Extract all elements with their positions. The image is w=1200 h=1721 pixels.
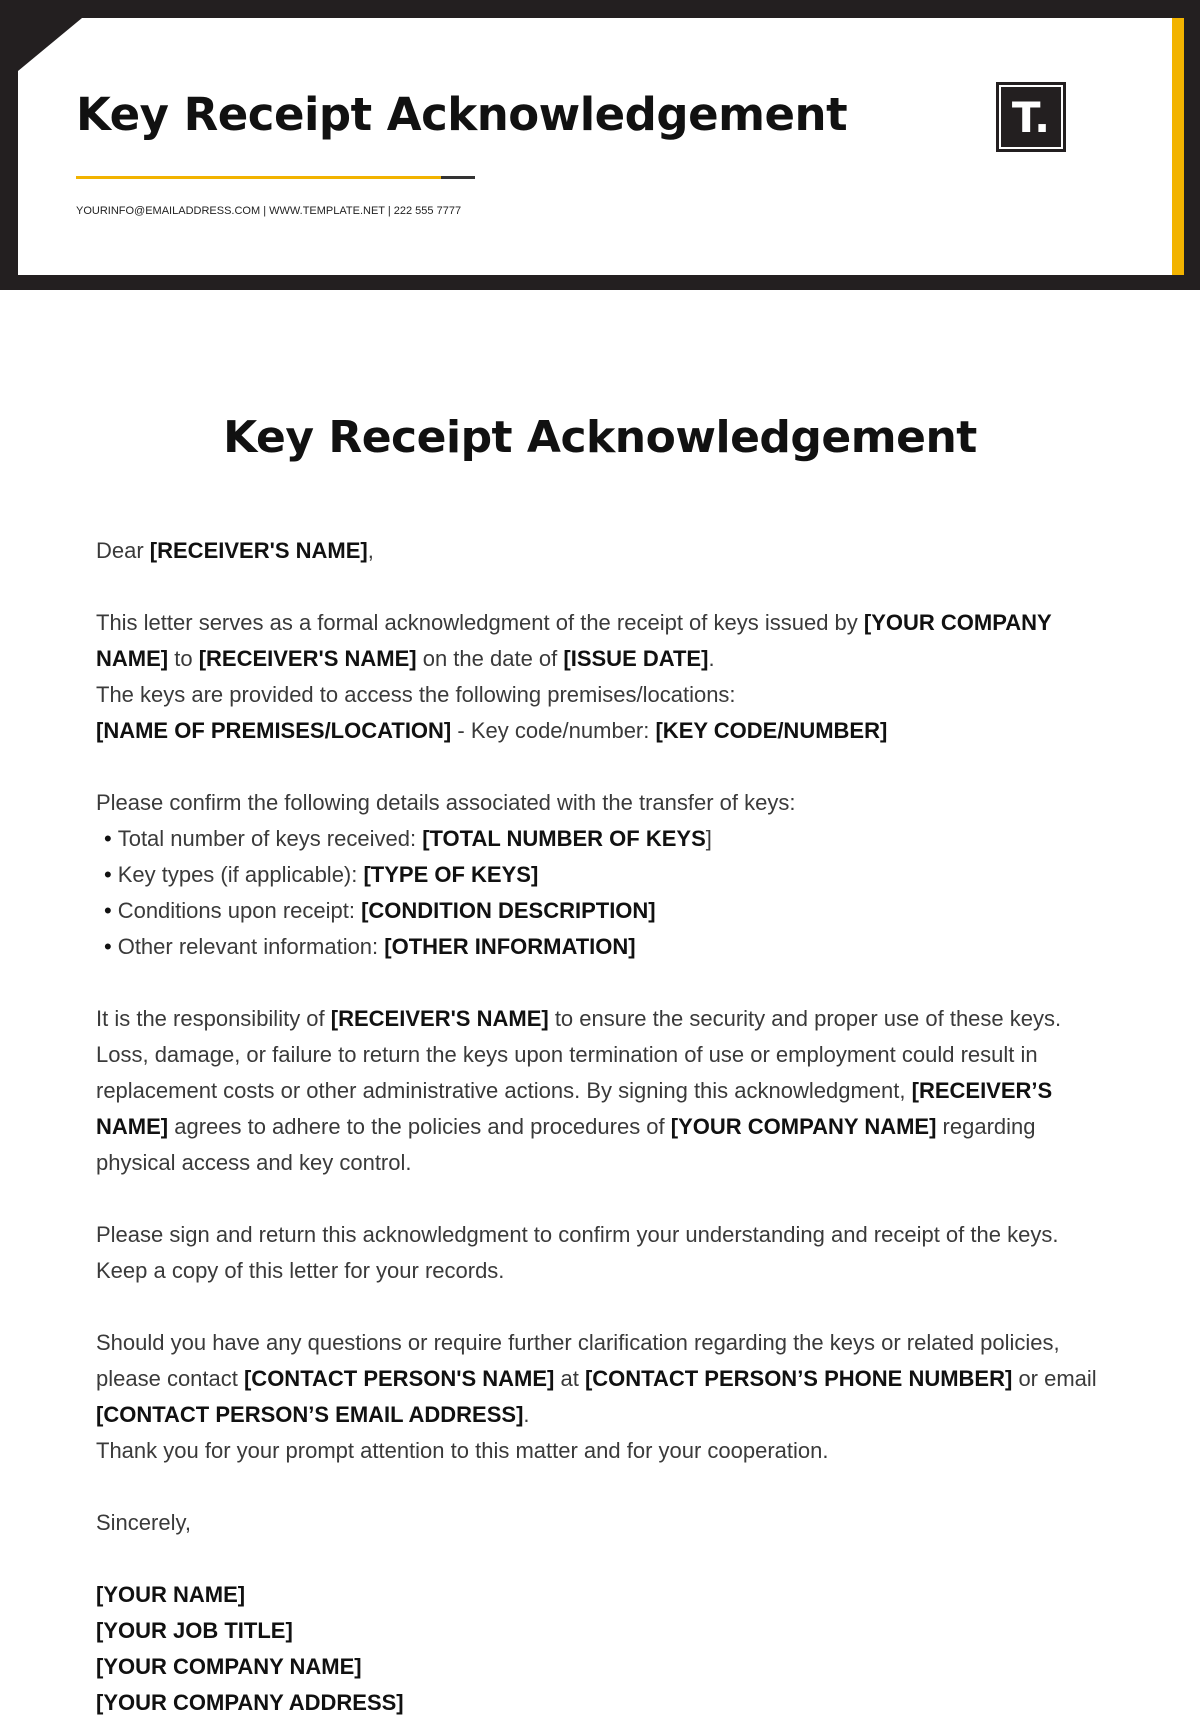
brand-logo-icon: T. <box>996 82 1066 152</box>
text-span: It is the responsibility of <box>96 1006 331 1031</box>
letter-body <box>96 533 1106 1721</box>
details-intro: Please confirm the following details associated with the transfer of keys: <box>96 790 796 815</box>
header-title: Key Receipt Acknowledgement <box>76 88 848 141</box>
paragraph-intro <box>96 605 1106 749</box>
signature-address: [YOUR COMPANY ADDRESS] <box>96 1690 404 1715</box>
text-span: to ensure the security and proper use of these keys. Loss, damage, or failure to return the keys upon termination of use or employment could result in replacement costs or other administrative actions. By signing this acknowledgment, <box>96 1006 1062 1103</box>
text-span: . <box>708 646 715 671</box>
contact-name-placeholder: [CONTACT PERSON'S NAME] <box>243 1366 555 1391</box>
receiver-name-placeholder: [RECEIVER'S NAME] <box>330 1006 549 1031</box>
details-list <box>96 821 1106 965</box>
signature-block <box>96 1577 1106 1721</box>
receiver-name-placeholder: [RECEIVER'S NAME] <box>149 538 368 563</box>
header-rule-accent <box>76 176 441 179</box>
receiver-name-placeholder: [RECEIVER’S NAME] <box>96 1078 1053 1139</box>
text-span: Should you have any questions or require further clarification regarding the keys or related policies, please contact <box>96 1330 1060 1391</box>
closing: Sincerely, <box>96 1510 191 1535</box>
receiver-name-placeholder: [RECEIVER'S NAME] <box>198 646 417 671</box>
document-title: Key Receipt Acknowledgement <box>223 412 977 463</box>
signature-name: [YOUR NAME] <box>96 1582 246 1607</box>
premises-intro-text: The keys are provided to access the following premises/locations: <box>96 682 736 707</box>
item-label: Key types (if applicable): <box>117 862 364 887</box>
text-span: . <box>523 1402 530 1427</box>
paragraph-contact <box>96 1325 1106 1469</box>
intro-text <box>96 605 1106 677</box>
text-span: regarding physical access and key control. <box>96 1114 1036 1175</box>
key-code-placeholder: [KEY CODE/NUMBER] <box>655 718 888 743</box>
greeting-suffix: , <box>367 538 374 563</box>
paragraph-return: Please sign and return this acknowledgment to confirm your understanding and receipt of the keys. Keep a copy of this letter for your records. <box>96 1222 1059 1283</box>
premises-placeholder: [NAME OF PREMISES/LOCATION] <box>96 718 452 743</box>
text-span: This letter serves as a formal acknowledgment of the receipt of keys issued by <box>96 610 864 635</box>
item-label: Other relevant information: <box>117 934 385 959</box>
item-value: [TOTAL NUMBER OF KEYS <box>422 826 706 851</box>
text-span: at <box>554 1366 585 1391</box>
item-value: [TYPE OF KEYS] <box>363 862 539 887</box>
text-span: or email <box>1012 1366 1097 1391</box>
item-label: Conditions upon receipt: <box>117 898 362 923</box>
accent-bar <box>1172 18 1184 275</box>
company-name-placeholder: [YOUR COMPANY NAME] <box>670 1114 937 1139</box>
thanks-line: Thank you for your prompt attention to this matter and for your cooperation. <box>96 1438 829 1463</box>
item-tail: ] <box>705 826 712 851</box>
item-value: [CONDITION DESCRIPTION] <box>361 898 656 923</box>
list-item <box>104 821 1106 857</box>
text-span: to <box>168 646 199 671</box>
header-band <box>0 0 1200 290</box>
contact-phone-placeholder: [CONTACT PERSON’S PHONE NUMBER] <box>584 1366 1013 1391</box>
contact-email-placeholder: [CONTACT PERSON’S EMAIL ADDRESS] <box>96 1402 524 1427</box>
paragraph-responsibility <box>96 1001 1106 1181</box>
text-span: - Key code/number: <box>451 718 656 743</box>
greeting-prefix: Dear <box>96 538 150 563</box>
premises-line <box>96 713 1106 749</box>
list-item <box>104 929 1106 965</box>
header-contact-info: YOURINFO@EMAILADDRESS.COM | WWW.TEMPLATE.NET | 222 555 7777 <box>76 205 462 217</box>
item-label: Total number of keys received: <box>117 826 423 851</box>
company-name-placeholder: [YOUR COMPANY NAME] <box>96 610 1052 671</box>
issue-date-placeholder: [ISSUE DATE] <box>563 646 709 671</box>
contact-text <box>96 1325 1106 1433</box>
list-item <box>104 857 1106 893</box>
header-rule-dark <box>441 176 475 179</box>
text-span: on the date of <box>416 646 564 671</box>
text-span: agrees to adhere to the policies and procedures of <box>168 1114 671 1139</box>
signature-job-title: [YOUR JOB TITLE] <box>96 1618 293 1643</box>
list-item <box>104 893 1106 929</box>
item-value: [OTHER INFORMATION] <box>384 934 636 959</box>
details-section <box>96 785 1106 965</box>
signature-company: [YOUR COMPANY NAME] <box>96 1654 362 1679</box>
greeting <box>96 533 1106 569</box>
